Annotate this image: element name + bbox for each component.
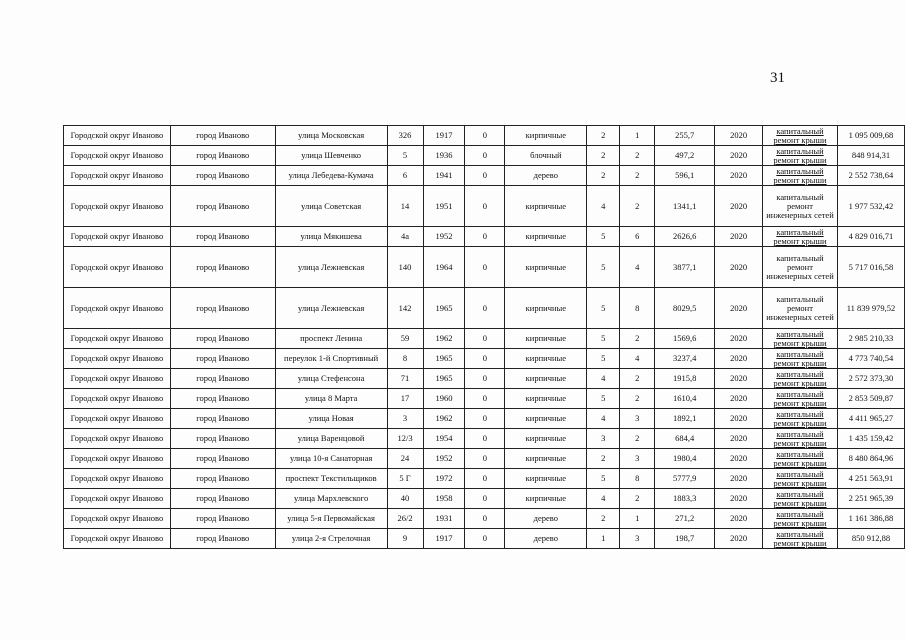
cell-wall-material: блочный: [505, 146, 587, 166]
cell-work-type: капитальный ремонт крыши: [763, 166, 838, 186]
cell-house-number: 5 Г: [387, 469, 423, 489]
cell-wall-material: дерево: [505, 529, 587, 549]
cell-plan-year: 2020: [715, 449, 763, 469]
cell-floors: 5: [587, 329, 620, 349]
cell-settlement: город Иваново: [170, 409, 275, 429]
cell-floors: 5: [587, 247, 620, 288]
cell-settlement: город Иваново: [170, 489, 275, 509]
cell-year-renovated: 0: [465, 409, 505, 429]
cell-area: 1341,1: [655, 186, 715, 227]
cell-cost: 2 552 738,64: [837, 166, 904, 186]
cell-street: улица Шевченко: [275, 146, 387, 166]
cell-area: 596,1: [655, 166, 715, 186]
cell-municipality: Городской округ Иваново: [64, 409, 171, 429]
cell-work-type: капитальный ремонт крыши: [763, 509, 838, 529]
cell-year-built: 1960: [423, 389, 465, 409]
cell-plan-year: 2020: [715, 288, 763, 329]
cell-year-renovated: 0: [465, 509, 505, 529]
cell-settlement: город Иваново: [170, 449, 275, 469]
cell-municipality: Городской округ Иваново: [64, 489, 171, 509]
cell-work-type: капитальный ремонт инженерных сетей: [763, 186, 838, 227]
cell-floors: 2: [587, 146, 620, 166]
cell-house-number: 5: [387, 146, 423, 166]
page-number: 31: [770, 70, 785, 86]
cell-street: улица Новая: [275, 409, 387, 429]
cell-floors: 5: [587, 288, 620, 329]
cell-year-built: 1917: [423, 126, 465, 146]
cell-floors: 2: [587, 126, 620, 146]
table-row: [64, 489, 905, 509]
cell-municipality: Городской округ Иваново: [64, 389, 171, 409]
cell-wall-material: кирпичные: [505, 126, 587, 146]
cell-cost: 1 095 009,68: [837, 126, 904, 146]
cell-cost: 2 985 210,33: [837, 329, 904, 349]
cell-cost: 4 251 563,91: [837, 469, 904, 489]
cell-settlement: город Иваново: [170, 529, 275, 549]
cell-wall-material: кирпичные: [505, 186, 587, 227]
cell-area: 3237,4: [655, 349, 715, 369]
cell-settlement: город Иваново: [170, 469, 275, 489]
cell-plan-year: 2020: [715, 329, 763, 349]
table-row: [64, 409, 905, 429]
cell-year-renovated: 0: [465, 288, 505, 329]
cell-house-number: 3: [387, 409, 423, 429]
cell-entrances: 2: [620, 489, 655, 509]
cell-plan-year: 2020: [715, 369, 763, 389]
cell-wall-material: кирпичные: [505, 329, 587, 349]
cell-street: улица 2-я Стрелочная: [275, 529, 387, 549]
cell-floors: 4: [587, 186, 620, 227]
cell-cost: 850 912,88: [837, 529, 904, 549]
cell-municipality: Городской округ Иваново: [64, 166, 171, 186]
table-row: [64, 247, 905, 288]
cell-settlement: город Иваново: [170, 349, 275, 369]
cell-year-renovated: 0: [465, 369, 505, 389]
cell-cost: 4 829 016,71: [837, 227, 904, 247]
cell-settlement: город Иваново: [170, 227, 275, 247]
table-row: [64, 529, 905, 549]
cell-year-renovated: 0: [465, 389, 505, 409]
cell-house-number: 71: [387, 369, 423, 389]
cell-year-built: 1962: [423, 329, 465, 349]
cell-entrances: 2: [620, 186, 655, 227]
cell-settlement: город Иваново: [170, 369, 275, 389]
cell-municipality: Городской округ Иваново: [64, 369, 171, 389]
cell-year-renovated: 0: [465, 227, 505, 247]
cell-area: 8029,5: [655, 288, 715, 329]
cell-work-type: капитальный ремонт инженерных сетей: [763, 288, 838, 329]
cell-house-number: 6: [387, 166, 423, 186]
table-row: [64, 429, 905, 449]
repair-program-table: [63, 125, 905, 549]
cell-year-renovated: 0: [465, 166, 505, 186]
cell-year-built: 1964: [423, 247, 465, 288]
table-row: [64, 288, 905, 329]
cell-year-renovated: 0: [465, 146, 505, 166]
cell-plan-year: 2020: [715, 429, 763, 449]
cell-cost: 1 977 532,42: [837, 186, 904, 227]
cell-entrances: 8: [620, 469, 655, 489]
cell-cost: 2 853 509,87: [837, 389, 904, 409]
cell-wall-material: кирпичные: [505, 349, 587, 369]
cell-work-type: капитальный ремонт крыши: [763, 389, 838, 409]
cell-year-built: 1972: [423, 469, 465, 489]
cell-settlement: город Иваново: [170, 126, 275, 146]
cell-entrances: 2: [620, 146, 655, 166]
cell-wall-material: кирпичные: [505, 369, 587, 389]
cell-entrances: 3: [620, 409, 655, 429]
cell-street: улица Мархлевского: [275, 489, 387, 509]
cell-year-built: 1954: [423, 429, 465, 449]
cell-area: 1980,4: [655, 449, 715, 469]
cell-settlement: город Иваново: [170, 288, 275, 329]
cell-work-type: капитальный ремонт инженерных сетей: [763, 247, 838, 288]
cell-floors: 5: [587, 227, 620, 247]
cell-floors: 5: [587, 469, 620, 489]
cell-settlement: город Иваново: [170, 186, 275, 227]
cell-house-number: 4а: [387, 227, 423, 247]
cell-year-built: 1951: [423, 186, 465, 227]
cell-cost: 1 435 159,42: [837, 429, 904, 449]
cell-year-renovated: 0: [465, 429, 505, 449]
cell-street: улица Лебедева-Кумача: [275, 166, 387, 186]
cell-house-number: 326: [387, 126, 423, 146]
cell-work-type: капитальный ремонт крыши: [763, 429, 838, 449]
cell-plan-year: 2020: [715, 469, 763, 489]
cell-year-built: 1962: [423, 409, 465, 429]
cell-area: 198,7: [655, 529, 715, 549]
cell-entrances: 4: [620, 247, 655, 288]
cell-year-renovated: 0: [465, 449, 505, 469]
cell-floors: 5: [587, 349, 620, 369]
cell-house-number: 26/2: [387, 509, 423, 529]
table-row: [64, 469, 905, 489]
cell-municipality: Городской округ Иваново: [64, 349, 171, 369]
cell-wall-material: дерево: [505, 509, 587, 529]
cell-area: 2626,6: [655, 227, 715, 247]
cell-municipality: Городской округ Иваново: [64, 288, 171, 329]
cell-entrances: 2: [620, 369, 655, 389]
cell-settlement: город Иваново: [170, 247, 275, 288]
cell-plan-year: 2020: [715, 186, 763, 227]
cell-municipality: Городской округ Иваново: [64, 469, 171, 489]
cell-street: улица 10-я Санаторная: [275, 449, 387, 469]
cell-floors: 4: [587, 409, 620, 429]
cell-entrances: 2: [620, 429, 655, 449]
cell-work-type: капитальный ремонт крыши: [763, 349, 838, 369]
cell-area: 255,7: [655, 126, 715, 146]
cell-cost: 2 251 965,39: [837, 489, 904, 509]
cell-cost: 8 480 864,96: [837, 449, 904, 469]
cell-municipality: Городской округ Иваново: [64, 429, 171, 449]
cell-street: улица Лежневская: [275, 247, 387, 288]
cell-work-type: капитальный ремонт крыши: [763, 227, 838, 247]
cell-work-type: капитальный ремонт крыши: [763, 329, 838, 349]
cell-year-built: 1958: [423, 489, 465, 509]
cell-plan-year: 2020: [715, 227, 763, 247]
cell-wall-material: кирпичные: [505, 449, 587, 469]
cell-year-renovated: 0: [465, 489, 505, 509]
cell-floors: 4: [587, 369, 620, 389]
cell-house-number: 9: [387, 529, 423, 549]
cell-area: 1883,3: [655, 489, 715, 509]
cell-work-type: капитальный ремонт крыши: [763, 146, 838, 166]
cell-entrances: 2: [620, 389, 655, 409]
cell-floors: 2: [587, 166, 620, 186]
cell-settlement: город Иваново: [170, 146, 275, 166]
cell-plan-year: 2020: [715, 349, 763, 369]
cell-municipality: Городской округ Иваново: [64, 329, 171, 349]
cell-street: улица 5-я Первомайская: [275, 509, 387, 529]
cell-plan-year: 2020: [715, 409, 763, 429]
cell-year-renovated: 0: [465, 469, 505, 489]
cell-street: улица Мякишева: [275, 227, 387, 247]
cell-municipality: Городской округ Иваново: [64, 146, 171, 166]
cell-wall-material: кирпичные: [505, 389, 587, 409]
table-row: [64, 349, 905, 369]
cell-municipality: Городской округ Иваново: [64, 509, 171, 529]
cell-street: проспект Ленина: [275, 329, 387, 349]
cell-area: 271,2: [655, 509, 715, 529]
cell-wall-material: дерево: [505, 166, 587, 186]
table-row: [64, 186, 905, 227]
table-row: [64, 509, 905, 529]
cell-year-renovated: 0: [465, 126, 505, 146]
cell-street: улица Стефенсона: [275, 369, 387, 389]
table-row: [64, 389, 905, 409]
cell-house-number: 40: [387, 489, 423, 509]
cell-entrances: 3: [620, 449, 655, 469]
cell-municipality: Городской округ Иваново: [64, 529, 171, 549]
cell-street: проспект Текстильщиков: [275, 469, 387, 489]
cell-wall-material: кирпичные: [505, 288, 587, 329]
cell-work-type: капитальный ремонт крыши: [763, 469, 838, 489]
cell-plan-year: 2020: [715, 126, 763, 146]
cell-area: 1610,4: [655, 389, 715, 409]
cell-settlement: город Иваново: [170, 509, 275, 529]
cell-floors: 2: [587, 449, 620, 469]
cell-house-number: 59: [387, 329, 423, 349]
cell-entrances: 2: [620, 329, 655, 349]
cell-area: 3877,1: [655, 247, 715, 288]
cell-settlement: город Иваново: [170, 329, 275, 349]
cell-entrances: 1: [620, 509, 655, 529]
table-row: [64, 166, 905, 186]
cell-house-number: 24: [387, 449, 423, 469]
cell-entrances: 1: [620, 126, 655, 146]
cell-area: 497,2: [655, 146, 715, 166]
cell-work-type: капитальный ремонт крыши: [763, 529, 838, 549]
cell-cost: 2 572 373,30: [837, 369, 904, 389]
cell-year-renovated: 0: [465, 329, 505, 349]
cell-plan-year: 2020: [715, 247, 763, 288]
cell-house-number: 8: [387, 349, 423, 369]
cell-cost: 1 161 386,88: [837, 509, 904, 529]
cell-work-type: капитальный ремонт крыши: [763, 449, 838, 469]
cell-year-built: 1965: [423, 369, 465, 389]
cell-cost: 11 839 979,52: [837, 288, 904, 329]
cell-year-built: 1917: [423, 529, 465, 549]
table-row: [64, 369, 905, 389]
cell-plan-year: 2020: [715, 509, 763, 529]
cell-year-built: 1952: [423, 449, 465, 469]
cell-municipality: Городской округ Иваново: [64, 449, 171, 469]
cell-street: переулок 1-й Спортивный: [275, 349, 387, 369]
cell-house-number: 17: [387, 389, 423, 409]
cell-street: улица Лежневская: [275, 288, 387, 329]
cell-cost: 4 773 740,54: [837, 349, 904, 369]
cell-plan-year: 2020: [715, 489, 763, 509]
cell-wall-material: кирпичные: [505, 469, 587, 489]
cell-house-number: 142: [387, 288, 423, 329]
cell-year-built: 1952: [423, 227, 465, 247]
cell-house-number: 12/3: [387, 429, 423, 449]
cell-entrances: 8: [620, 288, 655, 329]
cell-floors: 5: [587, 389, 620, 409]
table-row: [64, 329, 905, 349]
cell-year-built: 1965: [423, 349, 465, 369]
cell-year-renovated: 0: [465, 247, 505, 288]
cell-settlement: город Иваново: [170, 166, 275, 186]
cell-year-built: 1941: [423, 166, 465, 186]
cell-year-built: 1931: [423, 509, 465, 529]
cell-year-built: 1936: [423, 146, 465, 166]
cell-wall-material: кирпичные: [505, 409, 587, 429]
cell-settlement: город Иваново: [170, 389, 275, 409]
cell-floors: 4: [587, 489, 620, 509]
cell-street: улица Советская: [275, 186, 387, 227]
table-row: [64, 449, 905, 469]
cell-cost: 5 717 016,58: [837, 247, 904, 288]
cell-entrances: 6: [620, 227, 655, 247]
cell-year-renovated: 0: [465, 529, 505, 549]
cell-cost: 4 411 965,27: [837, 409, 904, 429]
cell-work-type: капитальный ремонт крыши: [763, 489, 838, 509]
cell-street: улица Московская: [275, 126, 387, 146]
cell-area: 684,4: [655, 429, 715, 449]
cell-house-number: 140: [387, 247, 423, 288]
cell-work-type: капитальный ремонт крыши: [763, 409, 838, 429]
cell-street: улица 8 Марта: [275, 389, 387, 409]
table-row: [64, 227, 905, 247]
cell-wall-material: кирпичные: [505, 489, 587, 509]
cell-year-renovated: 0: [465, 349, 505, 369]
cell-floors: 3: [587, 429, 620, 449]
cell-area: 5777,9: [655, 469, 715, 489]
table-row: [64, 146, 905, 166]
cell-wall-material: кирпичные: [505, 429, 587, 449]
cell-municipality: Городской округ Иваново: [64, 227, 171, 247]
cell-wall-material: кирпичные: [505, 227, 587, 247]
cell-floors: 2: [587, 509, 620, 529]
cell-municipality: Городской округ Иваново: [64, 247, 171, 288]
cell-street: улица Варенцовой: [275, 429, 387, 449]
cell-plan-year: 2020: [715, 389, 763, 409]
cell-year-built: 1965: [423, 288, 465, 329]
table-row: [64, 126, 905, 146]
cell-settlement: город Иваново: [170, 429, 275, 449]
cell-house-number: 14: [387, 186, 423, 227]
cell-plan-year: 2020: [715, 166, 763, 186]
cell-plan-year: 2020: [715, 146, 763, 166]
cell-year-renovated: 0: [465, 186, 505, 227]
cell-work-type: капитальный ремонт крыши: [763, 126, 838, 146]
cell-floors: 1: [587, 529, 620, 549]
cell-municipality: Городской округ Иваново: [64, 186, 171, 227]
cell-municipality: Городской округ Иваново: [64, 126, 171, 146]
cell-cost: 848 914,31: [837, 146, 904, 166]
cell-work-type: капитальный ремонт крыши: [763, 369, 838, 389]
cell-wall-material: кирпичные: [505, 247, 587, 288]
cell-entrances: 2: [620, 166, 655, 186]
cell-entrances: 3: [620, 529, 655, 549]
cell-entrances: 4: [620, 349, 655, 369]
cell-area: 1569,6: [655, 329, 715, 349]
cell-plan-year: 2020: [715, 529, 763, 549]
cell-area: 1915,8: [655, 369, 715, 389]
cell-area: 1892,1: [655, 409, 715, 429]
